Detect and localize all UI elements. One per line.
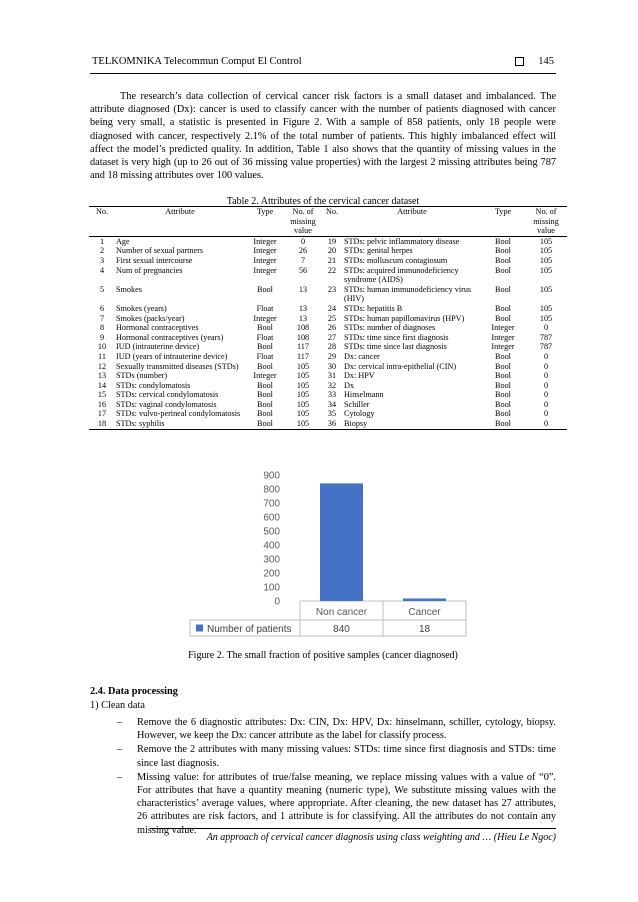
table-cell: 0: [300, 236, 306, 246]
table-cell: 0: [543, 371, 549, 381]
footer-rule: [150, 828, 556, 829]
table-cell: 15: [97, 390, 107, 400]
table-cell: 16: [97, 399, 107, 409]
table-cell: 105: [539, 246, 553, 256]
table-cell: Integer: [253, 246, 277, 256]
y-tick-label: 800: [263, 484, 280, 496]
table-cell: Bool: [495, 390, 511, 400]
table-cell: 108: [296, 332, 310, 342]
table-cell: STDs: acquired immunodeficiency syndrome (AIDS): [344, 265, 459, 285]
table-cell: Dx: cancer: [344, 351, 380, 361]
table-cell: 11: [98, 351, 106, 361]
table-cell: 4: [99, 265, 105, 275]
table-cell: Bool: [495, 351, 511, 361]
table-cell: 29: [327, 351, 337, 361]
table-cell: 8: [99, 323, 105, 333]
table-cell: STDs: syphilis: [115, 419, 245, 429]
table-cell: 0: [543, 361, 549, 371]
y-tick-label: 0: [274, 596, 280, 608]
intro-paragraph: The research’s data collection of cervical cancer risk factors is a small dataset and imbalanced. The attribute diagnosed (Dx): cancer is used to classify cancer with the number of patients diagnosed with cancer being very small, a statistic is presented in Figure 2. With a sample of 858 patients, only 18 people were diagnosed with cancer, respectively 2.1% of the total number of patients. This highly imbalanced effect will affect the model’s predicted quality. In addition, Table 1 also shows that the quantity of missing values in the dataset is very high (up to 26 out of 36 missing value properties) with the largest 2 missing attributes being 787 and 18 missing attributes over 100 values.: [90, 91, 556, 182]
table-cell: Float: [256, 303, 274, 313]
table-cell: 10: [97, 342, 107, 352]
table-cell: 105: [296, 361, 310, 371]
table-cell: Hormonal contraceptives: [116, 323, 199, 333]
col-header: No. of missing value: [525, 207, 567, 237]
table-cell: Bool: [495, 303, 511, 313]
table-cell: Bool: [257, 361, 273, 371]
table-cell: Bool: [495, 313, 511, 323]
table-cell: 26: [298, 246, 308, 256]
data-table-value: 18: [418, 624, 431, 635]
table-cell: 0: [543, 390, 549, 400]
table-cell: 0: [525, 419, 567, 429]
table-cell: Integer: [491, 332, 515, 342]
table-cell: STDs: human papillomavirus (HPV): [344, 313, 465, 323]
table-cell: Bool: [495, 371, 511, 381]
table-cell: Bool: [257, 284, 273, 294]
table-cell: First sexual intercourse: [116, 255, 193, 265]
bullet-item: [117, 716, 556, 742]
table-cell: 105: [539, 255, 553, 265]
table-cell: 56: [298, 265, 308, 275]
table-cell: Bool: [495, 246, 511, 256]
table-cell: Hormonal contraceptives (years): [116, 332, 224, 342]
table-cell: 0: [543, 351, 549, 361]
table-cell: 35: [327, 409, 337, 419]
bullet-text: Remove the 2 attributes with many missing values: STDs: time since first diagnosis and STDs: time since last diagnosis.: [137, 744, 556, 769]
bullet-text: Remove the 6 diagnostic attributes: Dx: CIN, Dx: HPV, Dx: hinselmann, schiller, cytology, biopsy. However, we keep the Dx: cancer attribute as the label for classify process.: [137, 717, 556, 742]
table-cell: Bool: [257, 323, 273, 333]
table-cell: 108: [296, 323, 310, 333]
y-tick-label: 400: [263, 540, 280, 552]
table-cell: Bool: [495, 284, 511, 294]
bar-cancer: [403, 598, 446, 601]
table-cell: 13: [298, 284, 308, 294]
table-cell: Integer: [491, 342, 515, 352]
table-cell: Bool: [257, 342, 273, 352]
legend-swatch: [196, 625, 203, 632]
table-cell: STDs: molluscum contagiosum: [344, 255, 448, 265]
table-cell: Float: [256, 332, 274, 342]
table-cell: Integer: [253, 236, 277, 246]
running-footer: An approach of cervical cancer diagnosis using class weighting and … (Hieu Le Ngoc): [206, 832, 556, 843]
table-cell: Float: [256, 351, 274, 361]
table-cell: 34: [327, 399, 337, 409]
table-cell: STDs (number): [116, 371, 168, 381]
table-cell: Bool: [495, 361, 511, 371]
table-cell: 117: [297, 342, 309, 352]
legend-label: Number of patients: [207, 624, 292, 635]
table-cell: Hinselmann: [344, 390, 384, 400]
table-cell: 0: [543, 409, 549, 419]
table-cell: Integer: [253, 255, 277, 265]
table-cell: 36: [321, 419, 343, 429]
bullet-text: Missing value: for attributes of true/false meaning, we replace missing values with a value of “0”. For attributes that have a quantity meaning (numeric type), We substitute missing values with the characteristics’ average values, where appropriate. After cleaning, the new dataset has 27 attributes, 26 attributes are risk factors, and 1 attribute is for classifying. All the attributes do not contain any missing value.: [137, 771, 556, 836]
table-cell: Num of pregnancies: [116, 265, 183, 275]
table-cell: 24: [327, 303, 337, 313]
table-cell: STDs: pelvic inflammatory disease: [344, 236, 460, 246]
table-cell: 33: [327, 390, 337, 400]
table-cell: Dx: [344, 380, 355, 390]
table-cell: 105: [539, 303, 553, 313]
figure-caption: Figure 2. The small fraction of positive samples (cancer diagnosed): [188, 650, 458, 661]
y-tick-label: 100: [263, 582, 280, 594]
table-cell: 3: [99, 255, 105, 265]
dash-marker: –: [117, 717, 123, 728]
table-cell: IUD (intrauterine device): [116, 342, 200, 352]
table-cell: STDs: vulvo-perineal condylomatosis: [116, 409, 241, 419]
table-cell: 28: [327, 342, 337, 352]
table-cell: STDs: cervical condylomatosis: [116, 390, 219, 400]
table-cell: Smokes (packs/year): [116, 313, 185, 323]
table-cell: Smokes: [116, 284, 142, 294]
y-tick-label: 700: [263, 498, 280, 510]
table-cell: 787: [539, 342, 553, 352]
table-cell: 1: [99, 236, 105, 246]
y-tick-label: 600: [263, 512, 280, 524]
x-category-label: Cancer: [408, 607, 441, 618]
table-cell: STDs: time since last diagnosis: [344, 342, 447, 352]
bar-non-cancer: [320, 483, 363, 601]
y-tick-label: 900: [263, 470, 280, 482]
subsection-heading: 1) Clean data: [90, 700, 145, 711]
table-cell: 105: [296, 409, 310, 419]
table-cell: 105: [539, 236, 553, 246]
table-cell: Dx: HPV: [344, 371, 375, 381]
table-cell: 0: [543, 399, 549, 409]
table-cell: 26: [327, 323, 337, 333]
table-cell: Integer: [253, 371, 277, 381]
table-cell: 9: [99, 332, 105, 342]
table-cell: STDs: hepatitis B: [344, 303, 403, 313]
table-cell: 6: [99, 303, 105, 313]
dash-marker: –: [117, 744, 123, 756]
table-cell: 21: [327, 255, 337, 265]
table-cell: 7: [99, 313, 105, 323]
table-cell: 22: [327, 265, 337, 275]
table-cell: Cytology: [344, 409, 375, 419]
table-cell: 19: [327, 236, 337, 246]
table-cell: IUD (years of intrauterine device): [116, 351, 228, 361]
table-cell: Bool: [257, 380, 273, 390]
y-tick-label: 500: [263, 526, 280, 538]
table-cell: 25: [327, 313, 337, 323]
table-cell: 105: [296, 380, 310, 390]
table-cell: 105: [539, 284, 553, 294]
table-cell: 14: [97, 380, 107, 390]
table-cell: Bool: [481, 419, 525, 429]
table-cell: Biopsy: [343, 419, 481, 429]
table-cell: Bool: [257, 409, 273, 419]
table-cell: 0: [543, 380, 549, 390]
col-header: Type: [481, 207, 525, 237]
table-caption: Table 2. Attributes of the cervical cancer dataset: [226, 196, 420, 207]
table-cell: Schiller: [344, 399, 370, 409]
table-cell: Bool: [495, 255, 511, 265]
table-cell: 20: [327, 246, 337, 256]
table-cell: STDs: condylomatosis: [116, 380, 191, 390]
table-cell: 2: [99, 246, 105, 256]
table-cell: Integer: [491, 323, 515, 333]
col-header: No.: [321, 207, 343, 237]
table-cell: 23: [327, 284, 337, 294]
table-cell: 18: [89, 419, 115, 429]
table-cell: 17: [97, 409, 107, 419]
table-cell: 105: [296, 399, 310, 409]
col-header: No. of missing value: [285, 207, 321, 237]
page-number: 145: [538, 56, 554, 67]
table-cell: Bool: [495, 236, 511, 246]
col-header: Attribute: [115, 207, 245, 237]
col-header: Type: [245, 207, 285, 237]
table-cell: 12: [97, 361, 107, 371]
dash-marker: –: [117, 771, 123, 783]
table-cell: 30: [327, 361, 337, 371]
table-cell: 0: [543, 323, 549, 333]
table-cell: STDs: time since first diagnosis: [344, 332, 449, 342]
table-cell: Bool: [495, 409, 511, 419]
table-cell: 13: [97, 371, 107, 381]
table-cell: Bool: [245, 419, 285, 429]
y-tick-label: 200: [263, 568, 280, 580]
table-cell: 13: [298, 303, 308, 313]
col-header: Attribute: [343, 207, 481, 237]
table-cell: STDs: vaginal condylomatosis: [116, 399, 217, 409]
table-cell: Smokes (years): [116, 303, 167, 313]
x-category-label: Non cancer: [315, 607, 368, 618]
table-cell: Bool: [495, 399, 511, 409]
table-cell: STDs: genital herpes: [344, 246, 413, 256]
table-cell: 7: [300, 255, 306, 265]
table-cell: 13: [298, 313, 308, 323]
table-cell: 105: [296, 390, 310, 400]
table-cell: 31: [327, 371, 337, 381]
table-cell: Sexually transmitted diseases (STDs): [116, 361, 239, 371]
table-cell: 105: [296, 371, 310, 381]
table-cell: Bool: [257, 390, 273, 400]
table-cell: STDs: human immunodeficiency virus (HIV): [344, 284, 472, 304]
table-cell: Integer: [253, 313, 277, 323]
data-table-value: 840: [333, 624, 350, 635]
bullet-list: [117, 716, 556, 838]
table-cell: 5: [99, 284, 105, 294]
table-cell: Bool: [257, 399, 273, 409]
y-tick-label: 300: [263, 554, 280, 566]
table-cell: 105: [539, 265, 553, 275]
table-cell: 105: [539, 313, 553, 323]
table-cell: Bool: [495, 265, 511, 275]
table-cell: 27: [327, 332, 337, 342]
bullet-item: [117, 743, 556, 769]
table-cell: 117: [297, 351, 309, 361]
journal-name: TELKOMNIKA Telecommun Comput El Control: [92, 56, 302, 67]
table-cell: 787: [539, 332, 553, 342]
table-cell: Number of sexual partners: [116, 246, 204, 256]
table-cell: STDs: number of diagnoses: [344, 323, 436, 333]
table-cell: Dx: cervical intra-epithelial (CIN): [344, 361, 457, 371]
table-cell: 32: [327, 380, 337, 390]
bullet-item: [117, 771, 556, 837]
section-heading: 2.4. Data processing: [90, 686, 178, 697]
table-cell: 105: [285, 419, 321, 429]
table-cell: Integer: [253, 265, 277, 275]
table-cell: Bool: [495, 380, 511, 390]
table-cell: Age: [116, 236, 130, 246]
col-header: No.: [89, 207, 115, 237]
